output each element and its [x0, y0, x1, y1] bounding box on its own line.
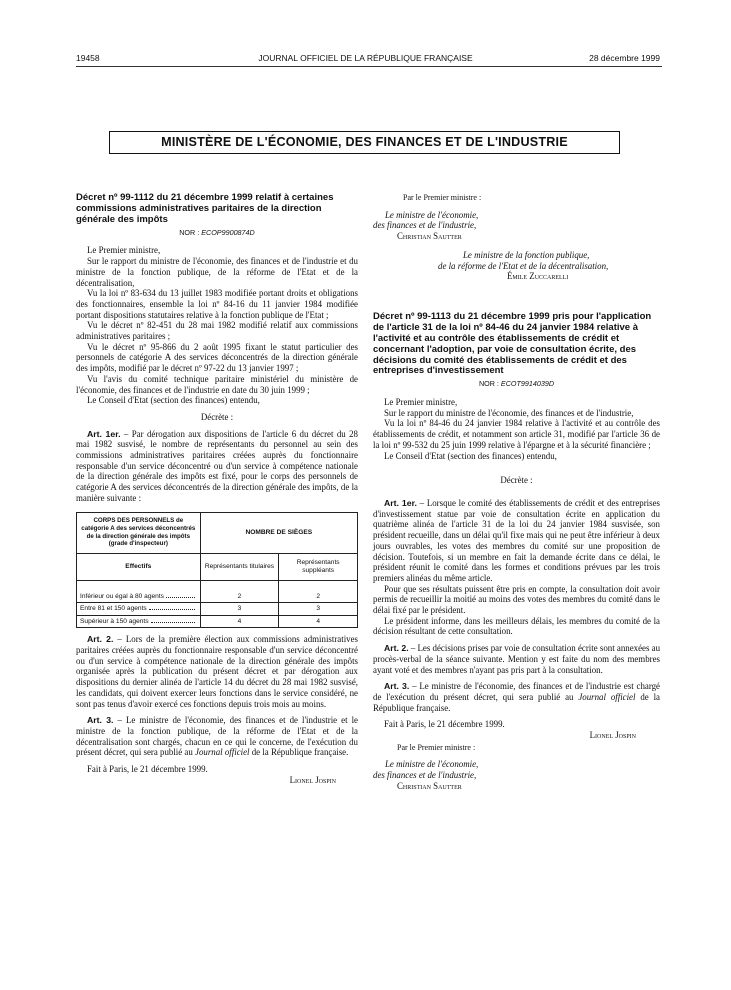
decree-2-title: Décret nº 99-1113 du 21 décembre 1999 pris pour l'application de l'article 31 de la loi nº 84-46 du 24 janvier 1984 relative à l'activité et au contrôle des établissements de crédit et concernant l'adoption, par voie de consultation écrite, des décisions du comité des établissements de crédit et des entreprises d'investissement [373, 310, 652, 377]
minister-fp-line-1: Le ministre de la fonction publique, [463, 249, 590, 260]
premier-ministre: Le Premier ministre, [384, 397, 458, 408]
minister-eco-line-2: des finances et de l'industrie, [373, 220, 477, 231]
ministry-heading: MINISTÈRE DE L'ÉCONOMIE, DES FINANCES ET DE L'INDUSTRIE [109, 131, 620, 154]
paragraph: Le Conseil d'Etat (section des finances) entendu, [87, 395, 260, 406]
article-label: Art. 3. [384, 681, 410, 692]
header-date: 28 décembre 1999 [589, 53, 660, 63]
paragraph: Vu l'avis du comité technique paritaire ministériel du ministère de l'économie, des finances et de l'industrie en date du 30 juin 1999 ; [76, 373, 358, 395]
article-label: Art. 3. [87, 715, 114, 726]
par-le-premier-ministre: Par le Premier ministre : [397, 742, 476, 752]
paragraph: Vu la loi nº 83-634 du 13 juillet 1983 modifiée portant droits et obligations des fonctionnaires, ensemble la loi nº 84-16 du 11 janvier 1984 modifiée portant dispositions statutaires relative à la fonction publique de l'Etat ; [76, 288, 358, 320]
effectifs-header: Effectifs [77, 553, 201, 580]
decrete: Décrète : [500, 475, 533, 486]
paragraph: Sur le rapport du ministre de l'économie, des finances et de l'industrie et du ministre de la fonction publique, de la réforme de l'Etat et de la décentralisation, [76, 256, 358, 288]
paragraph: Vu le décret nº 82-451 du 28 mai 1982 modifié relatif aux commissions administratives paritaires ; [76, 320, 358, 342]
article-2 [373, 643, 660, 675]
minister-eco-name: Christian Sautter [397, 780, 462, 791]
nor-label: NOR : [478, 379, 499, 389]
par-le-premier-ministre: Par le Premier ministre : [403, 193, 482, 202]
nor-label: NOR : [179, 227, 200, 237]
fait-a-paris: Fait à Paris, le 21 décembre 1999. [384, 719, 505, 730]
decree-1-nor [76, 228, 358, 239]
minister-eco-name: Christian Sautter [397, 231, 462, 242]
article-1 [76, 429, 358, 504]
journal-title: JOURNAL OFFICIEL DE LA RÉPUBLIQUE FRANÇAISE [258, 53, 473, 63]
article-text: – Lors de la première élection aux commissions administratives paritaires créées auprès du fonctionnaire responsable d'un service déconcentré ou d'un service à compétence nationale de la direction générale des impôts organisée après la publication du présent décret et par dérogation aux dispositions du dernier alinéa de l'article 14 du décret du 28 mai 1982 susvisé, les candidats, qui doivent exercer leurs fonctions dans le service considéré, ne sont pas tenus d'avoir exercé ces fonctions depuis trois mois au moins. [76, 634, 358, 709]
suppleants-header: Représentants suppléants [279, 553, 358, 580]
article-3: Art. 3. – Le ministre de l'économie, des finances et de l'industrie et le ministre de la fonction publique, de la réforme de l'Etat et de la décentralisation sont chargés, chacun en ce qui le concerne, de l'exécution du présent décret, qui sera publié au Journal officiel de la République française. [76, 715, 358, 758]
nor-code: ECOT9914039D [500, 379, 555, 389]
article-3: Art. 3. – Le ministre de l'économie, des finances et de l'industrie est chargé de l'exécution du présent décret, qui sera publié au Journal officiel de la République française. [373, 681, 660, 713]
signature-jospin: Lionel Jospin [289, 774, 336, 785]
article-label: Art. 1er. [384, 497, 417, 508]
minister-fp-name: Émile Zuccarelli [507, 271, 569, 282]
paragraph: Le Conseil d'Etat (section des finances) entendu, [384, 450, 557, 461]
article-1 [373, 498, 660, 584]
paragraph: Pour que ses résultats puissent être pris en compte, la consultation doit avoir permis de recueillir la moitié au moins des votes des membres du comité dans le délai fixé par le président. [373, 583, 660, 616]
paragraph: Le président informe, dans les meilleurs délais, les membres du comité de la décision résultant de cette consultation. [373, 615, 660, 637]
article-label: Art. 2. [87, 634, 114, 645]
page-number: 19458 [76, 53, 100, 63]
article-text: – Lorsque le comité des établissements de crédit et des entreprises d'investissement statue par voie de consultation écrite en application du quatrième alinéa de l'article 31 de la loi du 24 janvier 1984 susvisée, son président recueille, dans un délai qu'il fixe mais qui ne peut être inférieur à deux jours ouvrables, les votes des membres du comité sur une proposition de décision. Toutefois, si un membre en fait la demande écrite dans ce délai, le président réunit le comité dans les formes et conditions prévues par les trois premiers alinéas du même article. [373, 497, 660, 583]
minister-eco-line-2: des finances et de l'industrie, [373, 770, 477, 781]
article-label: Art. 1er. [87, 428, 121, 439]
titulaires-header: Représentants titulaires [200, 553, 279, 580]
signature-jospin: Lionel Jospin [589, 730, 636, 741]
premier-ministre: Le Premier ministre, [87, 245, 161, 256]
paragraph: Vu la loi nº 84-46 du 24 janvier 1984 relative à l'activité et au contrôle des établissements de crédit, et notamment son article 31, modifié par l'article 36 de la loi nº 99-532 du 25 juin 1999 relative à l'épargne et à la sécurité financière ; [373, 418, 660, 450]
nor-code: ECOP9900874D [201, 227, 255, 237]
table-row: Entre 81 et 150 agents 3 3 [77, 603, 358, 616]
minister-fp-line-2: de la réforme de l'Etat et de la décentralisation, [438, 260, 609, 271]
minister-eco-line-1: Le ministre de l'économie, [385, 759, 479, 770]
decrete: Décrète : [200, 411, 234, 422]
minister-eco-line-1: Le ministre de l'économie, [385, 209, 479, 220]
corps-header: CORPS DES PERSONNELS de catégorie A des services déconcentrés de la direction générale des impôts (grade d'inspecteur) [77, 512, 201, 553]
decree-2-nor [373, 379, 660, 390]
sieges-header: NOMBRE DE SIÈGES [200, 512, 357, 553]
article-text: – Par dérogation aux dispositions de l'article 6 du décret du 28 mai 1982 susvisé, le nombre de représentants du personnel au sein des commissions administratives paritaires créées auprès du fonctionnaire responsable d'un service déconcentré ou d'un service à compétence nationale de la direction générale des impôts est fixé, pour le corps des personnels de catégorie A des services déconcentrés de la direction générale des impôts, de la manière suivante : [76, 428, 358, 503]
fait-a-paris: Fait à Paris, le 21 décembre 1999. [87, 764, 208, 775]
header-rule [76, 66, 662, 67]
article-2 [76, 634, 358, 709]
paragraph: Sur le rapport du ministre de l'économie, des finances et de l'industrie, [384, 407, 634, 418]
table-row: Supérieur à 150 agents 4 4 [77, 615, 358, 628]
decree-1 [76, 193, 358, 786]
decree-1-title: Décret nº 99-1112 du 21 décembre 1999 relatif à certaines commissions administratives paritaires de la direction générale des impôts [76, 192, 334, 225]
table-row: Inférieur ou égal à 80 agents 2 2 [77, 580, 358, 603]
paragraph: Vu le décret nº 95-866 du 2 août 1995 fixant le statut particulier des personnels de catégorie A des services déconcentrés de la direction générale des impôts, modifié par le décret nº 97-22 du 13 janvier 1997 ; [76, 341, 358, 374]
seats-table [76, 512, 358, 629]
article-label: Art. 2. [384, 643, 409, 654]
article-text: – Les décisions prises par voie de consultation écrite sont annexées au procès-verbal de la séance suivante. Mention y est faite du nom des membres ayant voté et des membres n'ayant pas pris part à la consultation. [373, 643, 661, 675]
decree-2 [373, 193, 660, 792]
